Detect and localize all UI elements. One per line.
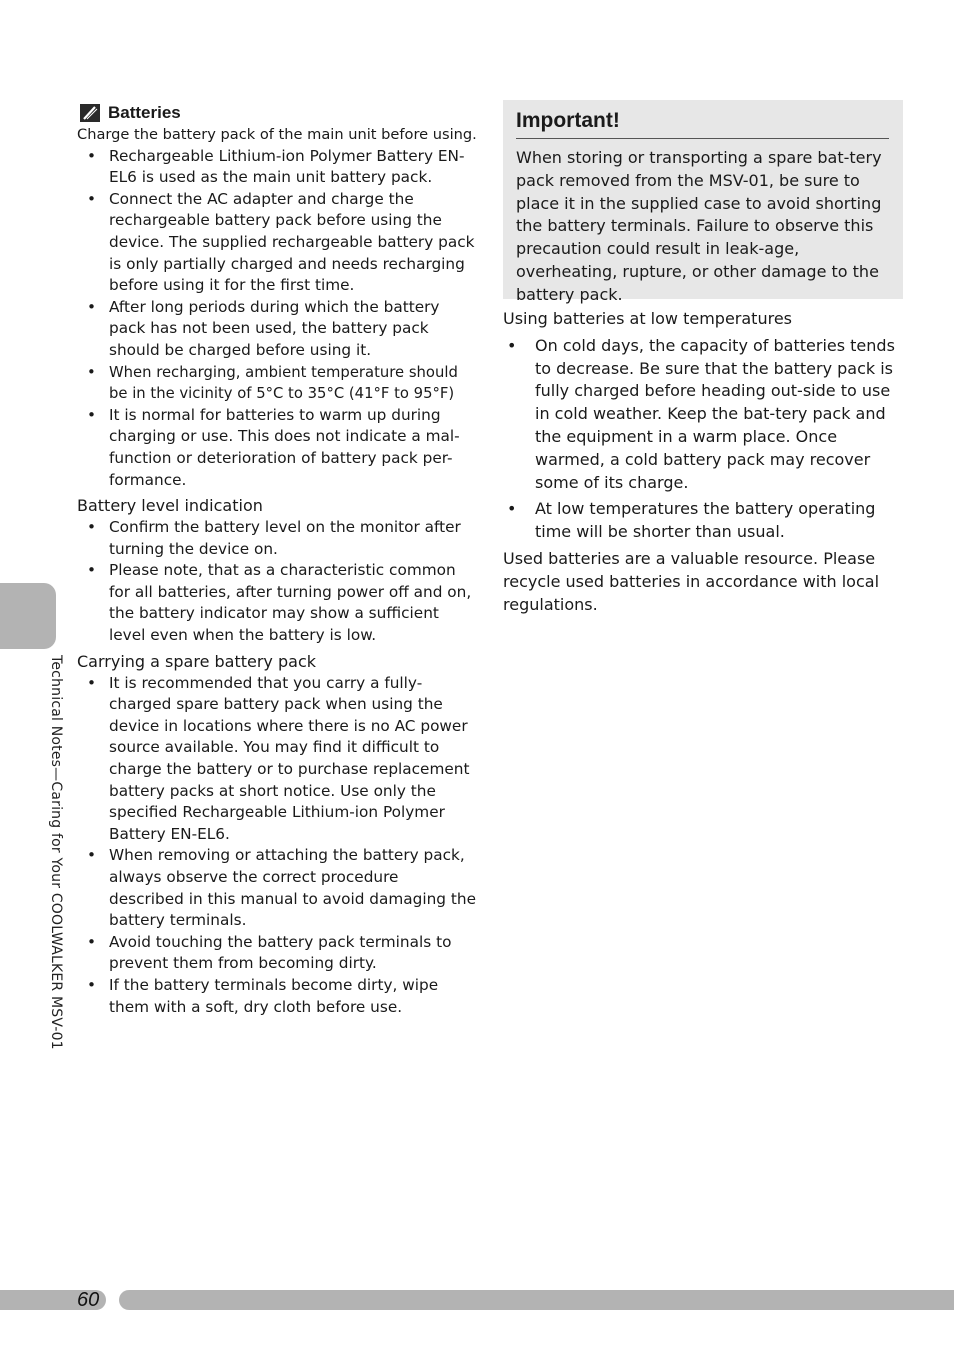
divider [516, 138, 889, 139]
important-text: When storing or transporting a spare bat-tery pack removed from the MSV-01, be sure to place it in the supplied case to avoid shorting the battery terminals. Failure to observe this precaution could result in leak-age, overheating, rupture, or other damage to the battery pack. [516, 148, 882, 304]
charging-list [77, 146, 477, 492]
page-number: 60 [77, 1289, 100, 1311]
spare-battery-heading: Carrying a spare battery pack [77, 651, 316, 671]
list-item: • If the battery terminals become dirty, wipe them with a soft, dry cloth before use. [77, 975, 477, 1018]
important-title: Important! [516, 109, 620, 132]
battery-level-list [77, 517, 477, 647]
list-item: • Connect the AC adapter and charge the rechargeable battery pack before using the device. The supplied rechargeable battery pack is only partially charged and needs recharging before using it for the first time. [77, 189, 477, 297]
list-item: • Rechargeable Lithium-ion Polymer Battery EN-EL6 is used as the main unit battery pack. [77, 146, 477, 189]
list-item: • It is recommended that you carry a fully-charged spare battery pack when using the device in locations where there is no AC power source available. You may find it difficult to charge the battery or to purchase replacement battery packs at short notice. Use only the specified Rechargeable Lithium-ion Polymer Battery EN-EL6. [77, 673, 477, 846]
important-box [503, 100, 903, 304]
list-item: • On cold days, the capacity of batteries tends to decrease. Be sure that the battery pack is fully charged before heading out-side to use in cold weather. Keep the bat-tery pack and the equipment in a warm place. Once warmed, a cold battery pack may recover some of its charge. [503, 335, 903, 495]
battery-level-heading: Battery level indication [77, 496, 263, 516]
footer-bar-right [119, 1290, 954, 1310]
list-item: • Avoid touching the battery pack terminals to prevent them from becoming dirty. [77, 932, 477, 975]
section-title: Batteries [108, 103, 181, 123]
recycle-note: Used batteries are a valuable resource. Please recycle used batteries in accordance with local regulations. [503, 548, 880, 614]
list-item: • After long periods during which the battery pack has not been used, the battery pack should be charged before using it. [77, 297, 477, 362]
pencil-icon [80, 104, 100, 122]
batteries-heading [77, 102, 477, 124]
side-section-label: Technical Notes—Caring for Your COOLWALKER MSV-01 [48, 655, 64, 1050]
low-temperature-list [503, 335, 903, 544]
list-item: • At low temperatures the battery operating time will be shorter than usual. [503, 498, 903, 544]
low-temperature-heading: Using batteries at low temperatures [503, 309, 792, 328]
side-tab [0, 583, 56, 649]
spare-battery-list [77, 673, 477, 1019]
right-column [503, 100, 903, 616]
list-item: • Confirm the battery level on the monitor after turning the device on. [77, 517, 477, 560]
list-item: • Please note, that as a characteristic common for all batteries, after turning power off and on, the battery indicator may show a sufficient level even when the battery is low. [77, 560, 477, 646]
left-column [77, 102, 477, 1018]
intro-text: Charge the battery pack of the main unit before using. [77, 126, 477, 143]
list-item: • When recharging, ambient temperature should be in the vicinity of 5°C to 35°C (41°F to 95°F) [77, 362, 477, 405]
list-item: • It is normal for batteries to warm up during charging or use. This does not indicate a mal-function or deterioration of battery pack per-formance. [77, 405, 477, 491]
list-item: • When removing or attaching the battery pack, always observe the correct procedure described in this manual to avoid damaging the battery terminals. [77, 845, 477, 931]
